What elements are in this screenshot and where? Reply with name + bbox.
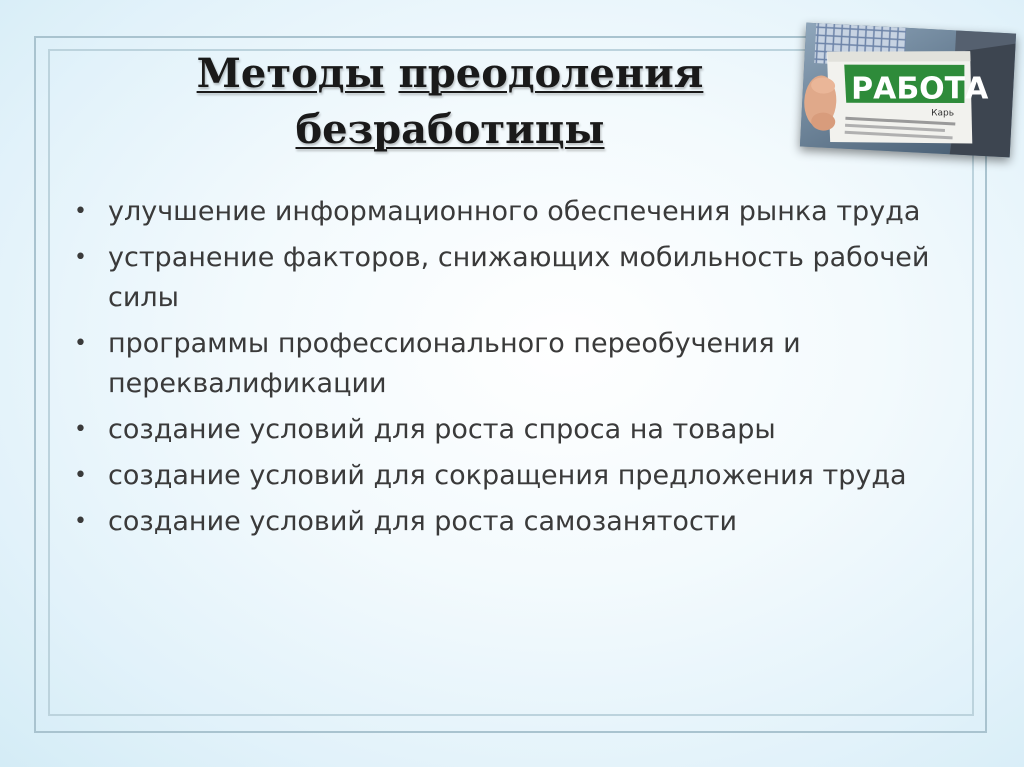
bullet-text: создание условий для сокращения предложения труда xyxy=(108,460,907,491)
bullet-text: устранение факторов, снижающих мобильность рабочей силы xyxy=(108,242,930,313)
newspaper-photo-image xyxy=(800,23,1016,158)
title-word-2: преодоления xyxy=(398,50,704,97)
bullet-item xyxy=(70,502,940,542)
bullet-text: создание условий для роста самозанятости xyxy=(108,506,738,537)
bullet-dot-icon: • xyxy=(74,331,87,356)
bullet-dot-icon: • xyxy=(74,245,87,270)
slide-title xyxy=(130,46,770,158)
title-word-3: безработицы xyxy=(295,106,605,153)
bullet-dot-icon: • xyxy=(74,199,87,224)
bullet-item xyxy=(70,410,940,450)
bullet-item xyxy=(70,456,940,496)
bullet-dot-icon: • xyxy=(74,463,87,488)
bullet-dot-icon: • xyxy=(74,417,87,442)
newspaper-subtitle-text: Карь xyxy=(931,108,955,119)
bullet-dot-icon: • xyxy=(74,509,87,534)
bullet-item xyxy=(70,192,940,232)
bullet-item xyxy=(70,324,940,404)
newspaper-photo xyxy=(800,23,1016,158)
bullet-text: улучшение информационного обеспечения рынка труда xyxy=(108,196,921,227)
title-line-1 xyxy=(130,46,770,102)
bullet-item xyxy=(70,238,940,318)
newspaper-title-text: РАБОТА xyxy=(851,71,989,107)
title-word-1: Методы xyxy=(196,50,385,97)
bullet-list xyxy=(70,192,940,548)
bullet-text: создание условий для роста спроса на товары xyxy=(108,414,776,445)
title-line-2 xyxy=(130,102,770,158)
bullet-text: программы профессионального переобучения и переквалификации xyxy=(108,328,801,399)
